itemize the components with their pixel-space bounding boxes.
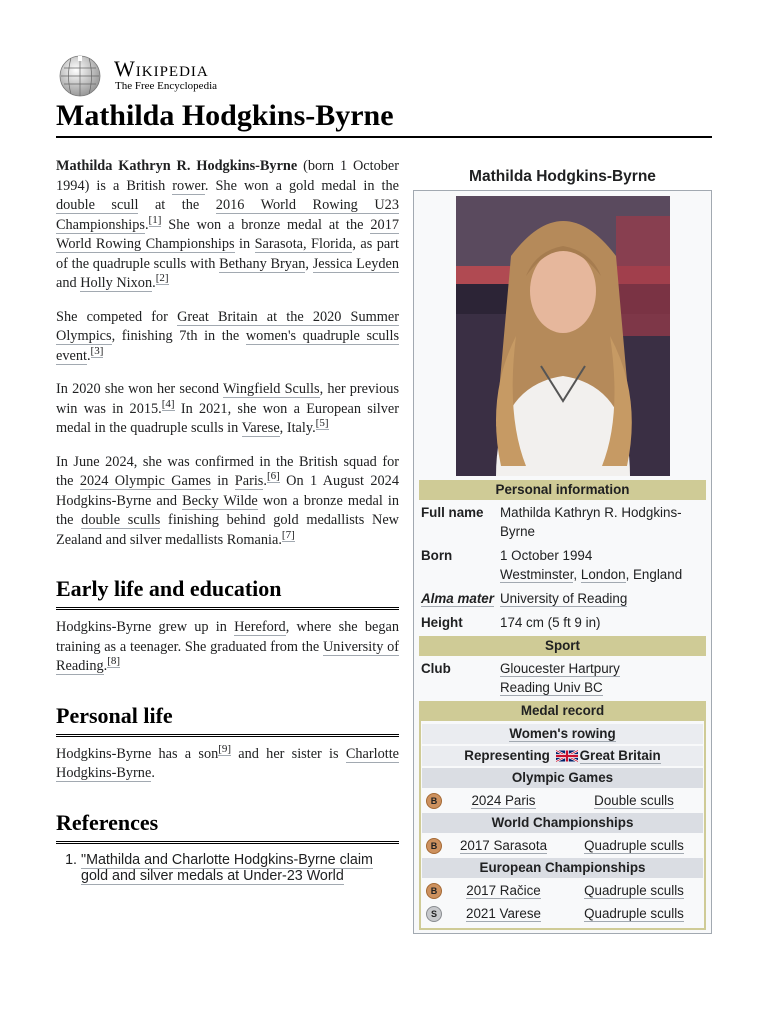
heading-personal-life: Personal life: [56, 701, 399, 737]
sport-header: Sport: [419, 636, 706, 656]
reference-link-1[interactable]: "Mathilda and Charlotte Hodgkins-Byrne claim gold and silver medals at Under-23 World: [81, 851, 373, 884]
link-westminster[interactable]: Westminster: [500, 567, 574, 582]
citation-1[interactable]: [1]: [148, 213, 162, 226]
link-university-of-reading[interactable]: University of Reading: [56, 638, 399, 674]
infobox-frame: [413, 190, 712, 934]
link-reading-univ-bc[interactable]: Reading Univ BC: [500, 680, 603, 695]
medal-row: [422, 835, 703, 856]
born-label: Born: [421, 548, 453, 563]
club-row: [419, 657, 706, 700]
link-charlotte-hodgkins-byrne[interactable]: Charlotte Hodgkins-Byrne: [56, 745, 400, 781]
citation-7[interactable]: [7]: [281, 528, 295, 541]
portrait-photo[interactable]: [456, 196, 670, 476]
citation-8[interactable]: [8]: [107, 655, 121, 668]
medal-event-link[interactable]: Quadruple sculls: [584, 838, 684, 853]
infobox: [413, 164, 712, 934]
alma-mater-label-link[interactable]: Alma mater: [421, 591, 494, 606]
heading-references: References: [56, 808, 399, 844]
olympics-2024-paragraph: In June 2024, she was confirmed in the British squad for the 2024 Olympic Games in Paris.[6] On 1 August 2024 Hodgkins-Byrne and Becky Wilde won a bronze medal in the double sculls finishing behind gold medallists New Zealand and silver medallists Romania.[7]: [56, 453, 399, 548]
link-holly-nixon[interactable]: Holly Nixon: [80, 275, 153, 291]
full-name-label: Full name: [421, 505, 484, 520]
height-value: 174 cm (5 ft 9 in): [500, 615, 601, 630]
medal-place-link[interactable]: 2024 Paris: [471, 793, 536, 808]
medal-event-link[interactable]: Double sculls: [594, 793, 674, 808]
medal-event-link[interactable]: Quadruple sculls: [584, 906, 684, 921]
link-hereford[interactable]: Hereford: [234, 619, 286, 635]
medal-record-table: [419, 721, 706, 930]
medal-place-link[interactable]: 2017 Sarasota: [459, 838, 548, 853]
page-title: Mathilda Hodgkins-Byrne: [56, 99, 394, 132]
early-life-paragraph: Hodgkins-Byrne grew up in Hereford, where she began training as a teenager. She graduated from the University of Reading.[8]: [56, 619, 399, 674]
title-divider: [56, 136, 712, 138]
reference-item: [81, 852, 399, 884]
link-paris[interactable]: Paris: [234, 473, 264, 489]
link-2024-olympic-games[interactable]: 2024 Olympic Games: [79, 473, 211, 489]
birth-date: 1 October 1994: [500, 548, 593, 563]
competition-header: European Championships: [422, 858, 703, 878]
article-body: [56, 157, 399, 884]
citation-4[interactable]: [4]: [161, 397, 175, 410]
medal-row: [422, 790, 703, 811]
citation-2[interactable]: [2]: [155, 272, 169, 285]
link-double-scull[interactable]: double scull: [56, 197, 139, 213]
bronze-medal-icon: B: [426, 793, 442, 809]
competition-header: Olympic Games: [422, 768, 703, 788]
bronze-medal-icon: B: [426, 838, 442, 854]
medal-event-link[interactable]: Quadruple sculls: [584, 883, 684, 898]
discipline-header: [422, 724, 703, 744]
medal-place-link[interactable]: 2017 Račice: [466, 883, 541, 898]
wikipedia-globe-icon: [56, 54, 104, 98]
born-value: 1 October 1994 Westminster, London, England: [500, 548, 683, 582]
link-gb-2020-olympics[interactable]: Great Britain at the 2020 Summer Olympics: [56, 308, 399, 344]
link-becky-wilde[interactable]: Becky Wilde: [182, 492, 258, 509]
bronze-medal-icon: B: [426, 883, 442, 899]
subject-name: Mathilda Kathryn R. Hodgkins-Byrne: [56, 158, 298, 174]
citation-9[interactable]: [9]: [218, 742, 232, 755]
infobox-caption: Mathilda Hodgkins-Byrne: [469, 168, 656, 185]
citation-3[interactable]: [3]: [90, 344, 104, 357]
born-row: [419, 544, 706, 587]
united-kingdom-flag-icon: [556, 750, 578, 762]
wikipedia-wordmark: Wikipedia: [114, 56, 209, 81]
wikipedia-tagline: The Free Encyclopedia: [115, 80, 218, 92]
olympics-2020-paragraph: She competed for Great Britain at the 2020 Summer Olympics, finishing 7th in the women's quadruple sculls event.[3]: [56, 308, 400, 364]
personal-information-header: Personal information: [419, 480, 706, 500]
link-great-britain[interactable]: Great Britain: [579, 748, 661, 763]
wikipedia-logo[interactable]: [56, 54, 276, 98]
full-name-value: Mathilda Kathryn R. Hodgkins-Byrne: [500, 505, 682, 539]
competition-header: World Championships: [422, 813, 703, 833]
link-double-sculls[interactable]: double sculls: [81, 512, 161, 528]
silver-medal-icon: S: [426, 906, 442, 922]
citation-6[interactable]: [6]: [266, 470, 280, 483]
link-bethany-bryan[interactable]: Bethany Bryan: [219, 255, 306, 272]
link-alma-mater[interactable]: University of Reading: [500, 591, 628, 606]
intro-paragraph: Mathilda Kathryn R. Hodgkins-Byrne (born 1 October 1994) is a British rower. She won a gold medal in the double scull at the 2016 World Rowing U23 Championships.[1] She won a bronze medal at the 2017 World Rowing Championships in Sarasota, Florida, as part of the quadruple sculls with Bethany Bryan, Jessica Leyden and Holly Nixon.[2]: [56, 158, 400, 291]
link-london[interactable]: London: [580, 567, 626, 582]
link-2016-world-rowing-u23[interactable]: 2016 World Rowing U23 Championships: [56, 197, 399, 233]
link-jessica-leyden[interactable]: Jessica Leyden: [312, 255, 399, 272]
link-gloucester-hartpury[interactable]: Gloucester Hartpury: [500, 661, 620, 676]
medal-place-link[interactable]: 2021 Varese: [466, 906, 541, 921]
link-wingfield-sculls[interactable]: Wingfield Sculls: [223, 381, 320, 397]
link-rower[interactable]: rower: [172, 177, 205, 194]
full-name-row: [419, 501, 706, 544]
height-row: [419, 611, 706, 635]
alma-mater-row: [419, 587, 706, 611]
wingfield-paragraph: In 2020 she won her second Wingfield Sculls, her previous win was in 2015.[4] In 2021, she won a European silver medal in the quadruple sculls in Varese, Italy.[5]: [56, 381, 400, 436]
link-womens-quadruple-sculls[interactable]: women's quadruple sculls event: [56, 328, 400, 364]
link-sarasota-florida[interactable]: Sarasota, Florida: [254, 236, 353, 252]
medal-record-header: Medal record: [419, 701, 706, 721]
height-label: Height: [421, 615, 463, 630]
club-label: Club: [421, 661, 451, 676]
heading-early-life: Early life and education: [56, 574, 399, 610]
link-2017-world-rowing-championships[interactable]: 2017 World Rowing Championships: [56, 216, 399, 252]
representing-header: Representing Great Britain: [422, 746, 703, 766]
medal-row: [422, 903, 703, 924]
link-varese[interactable]: Varese: [241, 420, 280, 436]
personal-life-paragraph: Hodgkins-Byrne has a son[9] and her sister is Charlotte Hodgkins-Byrne.: [56, 742, 400, 781]
link-womens-rowing[interactable]: Women's rowing: [509, 726, 616, 741]
medal-row: [422, 880, 703, 901]
references-list: [56, 852, 399, 884]
citation-5[interactable]: [5]: [315, 417, 329, 430]
